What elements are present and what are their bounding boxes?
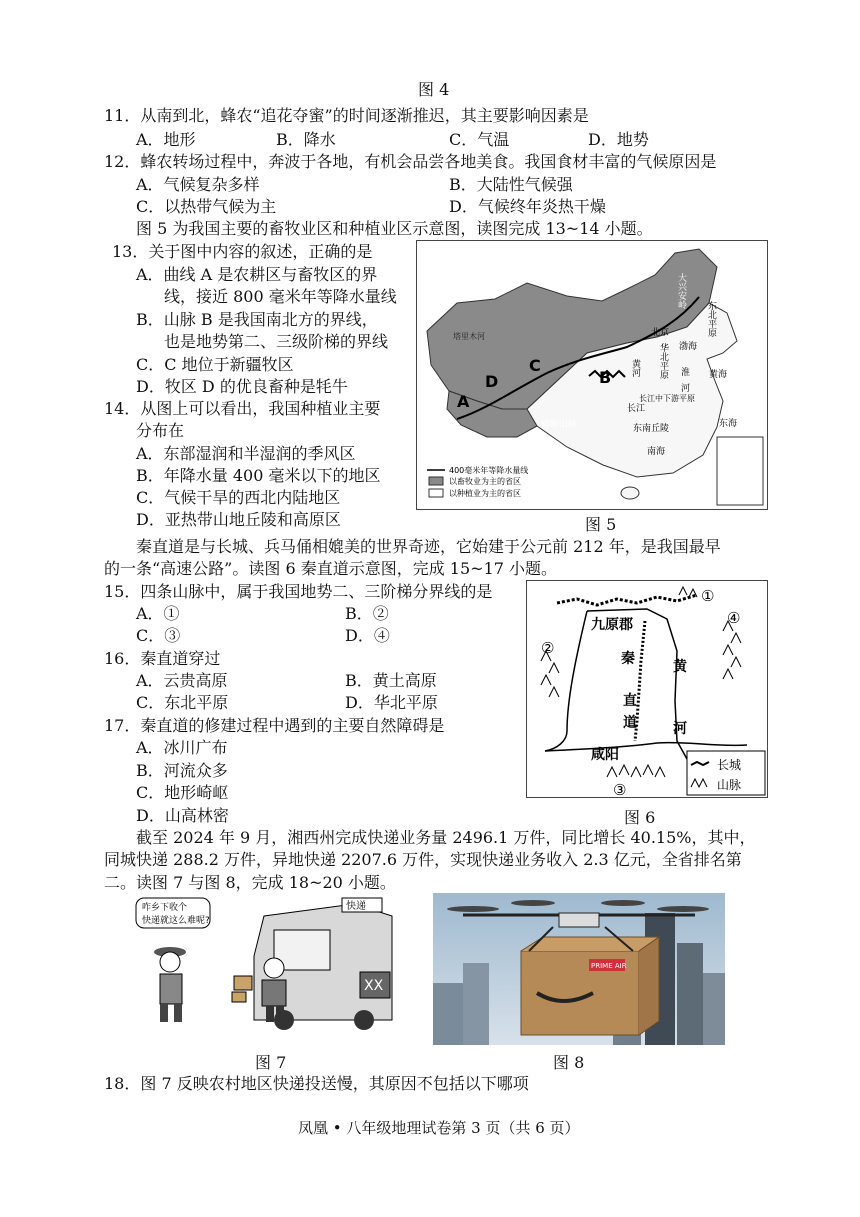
question-14-stem-cont: 分布在 bbox=[136, 421, 185, 440]
map-label-changjiang-plain: 长江中下游平原 bbox=[639, 394, 695, 403]
q12-option-b: B．大陆性气候强 bbox=[449, 175, 573, 194]
q17-option-c: C．地形崎岖 bbox=[136, 783, 229, 802]
fig6-label-4: ④ bbox=[727, 609, 741, 627]
truck-label: 快递 bbox=[346, 901, 366, 912]
map-label-donghai: 东海 bbox=[719, 419, 738, 429]
fig7-caption: 图 7 bbox=[255, 1053, 287, 1072]
intro-13-14: 图 5 为我国主要的畜牧业区和种植业区示意图，读图完成 13~14 小题。 bbox=[136, 219, 653, 238]
map-label-huanghai: 黄海 bbox=[709, 370, 728, 380]
map-label-daxinganling: 大兴安岭 bbox=[676, 273, 686, 309]
q11-option-d: D．地势 bbox=[588, 130, 649, 149]
q13-option-c: C．C 地位于新疆牧区 bbox=[136, 355, 294, 374]
fig6-caption: 图 6 bbox=[624, 808, 656, 827]
legend-precip-line: 400毫米年等降水量线 bbox=[449, 466, 529, 475]
qin-road-svg bbox=[527, 581, 767, 797]
question-13-stem: 13．关于图中内容的叙述，正确的是 bbox=[112, 242, 373, 261]
map-label-huanghe: 黄河 bbox=[630, 359, 640, 377]
figure-8-drone-photo bbox=[433, 893, 725, 1045]
intro-15-17-line1: 秦直道是与长城、兵马俑相媲美的世界奇迹，它始建于公元前 212 年，是我国最早 bbox=[136, 537, 721, 556]
question-18-stem: 18．图 7 反映农村地区快递投送慢，其原因不包括以下哪项 bbox=[104, 1074, 529, 1093]
cartoon-svg bbox=[134, 896, 394, 1030]
q15-option-b: B．② bbox=[345, 604, 389, 623]
fig6-label-qin: 秦 bbox=[621, 651, 635, 667]
q12-option-d: D．气候终年炎热干燥 bbox=[449, 197, 606, 216]
intro-18-20-line3: 二。读图 7 与图 8，完成 18~20 小题。 bbox=[104, 873, 396, 892]
question-16-stem: 16．秦直道穿过 bbox=[104, 649, 221, 668]
bubble-line1: 咋乡下收个 bbox=[142, 903, 188, 913]
map-label-hengduan: 横断山脉 bbox=[541, 420, 578, 430]
fig6-label-xianyang: 咸阳 bbox=[591, 747, 619, 763]
box-tag: PRIME AIR bbox=[591, 962, 627, 970]
q16-option-a: A．云贵高原 bbox=[136, 671, 228, 690]
q11-option-a: A．地形 bbox=[136, 130, 196, 149]
fig6-label-2: ② bbox=[541, 639, 555, 657]
map-label-changjiang: 长江 bbox=[627, 404, 646, 414]
fig6-label-dao: 道 bbox=[623, 715, 637, 731]
q14-option-d: D．亚热带山地丘陵和高原区 bbox=[136, 510, 341, 529]
q15-option-d: D．④ bbox=[345, 626, 390, 645]
fig6-label-huang: 黄 bbox=[673, 659, 687, 675]
intro-18-20-line1: 截至 2024 年 9 月，湘西州完成快递业务量 2496.1 万件，同比增长 40.15%，其中， bbox=[136, 828, 756, 847]
q13-option-d: D．牧区 D 的优良畜种是牦牛 bbox=[136, 377, 348, 396]
fig6-legend-wall: 长城 bbox=[717, 758, 742, 772]
question-12-stem: 12．蜂农转场过程中，奔波于各地，有机会品尝各地美食。我国食材丰富的气候原因是 bbox=[104, 152, 717, 171]
intro-18-20-line2: 同城快递 288.2 万件，异地快递 2207.6 万件，实现快递业务收入 2.3 亿元，全省排名第 bbox=[104, 850, 742, 869]
q13-option-b: B．山脉 B 是我国南北方的界线， bbox=[136, 310, 378, 329]
china-map-svg bbox=[417, 241, 767, 509]
q14-option-a: A．东部湿润和半湿润的季风区 bbox=[136, 444, 356, 463]
q12-option-a: A．气候复杂多样 bbox=[136, 175, 260, 194]
q13-option-a: A．曲线 A 是农耕区与畜牧区的界 bbox=[136, 265, 378, 284]
fig6-label-1: ① bbox=[701, 587, 715, 605]
q17-option-a: A．冰川广布 bbox=[136, 738, 228, 757]
question-14-stem: 14．从图上可以看出，我国种植业主要 bbox=[104, 399, 381, 418]
q14-option-c: C．气候干旱的西北内陆地区 bbox=[136, 488, 341, 507]
q15-option-c: C．③ bbox=[136, 626, 181, 645]
q16-option-b: B．黄土高原 bbox=[345, 671, 437, 690]
q16-option-c: C．东北平原 bbox=[136, 693, 229, 712]
fig6-label-jiuyuan: 九原郡 bbox=[591, 617, 633, 633]
map-label-bohai: 渤海 bbox=[679, 342, 698, 352]
question-11-stem: 11．从南到北，蜂农“追花夺蜜”的时间逐渐推迟，其主要影响因素是 bbox=[104, 106, 589, 125]
map-label-d: D bbox=[485, 372, 499, 391]
q11-option-b: B．降水 bbox=[276, 130, 336, 149]
fig5-caption: 图 5 bbox=[585, 515, 617, 534]
map-label-dongnan: 东南丘陵 bbox=[633, 424, 670, 434]
map-label-c: C bbox=[529, 356, 541, 375]
q16-option-d: D．华北平原 bbox=[345, 693, 438, 712]
q15-option-a: A．① bbox=[136, 604, 180, 623]
map-label-huai: 淮 bbox=[681, 368, 691, 378]
intro-15-17-line2: 的一条“高速公路”。读图 6 秦直道示意图，完成 15~17 小题。 bbox=[104, 559, 558, 578]
map-label-he: 河 bbox=[681, 384, 691, 394]
q11-option-c: C．气温 bbox=[449, 130, 510, 149]
legend-farming: 以种植业为主的省区 bbox=[449, 489, 521, 498]
map-label-nanhai: 南海 bbox=[647, 447, 666, 457]
q17-option-b: B．河流众多 bbox=[136, 761, 228, 780]
q17-option-d: D．山高林密 bbox=[136, 806, 229, 825]
bubble-line2: 快递就这么难呢? bbox=[142, 916, 210, 926]
map-label-a: A bbox=[457, 392, 470, 411]
map-label-dongbei: 东北平原 bbox=[706, 301, 716, 337]
question-17-stem: 17．秦直道的修建过程中遇到的主要自然障碍是 bbox=[104, 716, 445, 735]
q13-option-a-cont: 线，接近 800 毫米年等降水量线 bbox=[164, 287, 397, 306]
map-label-beijing: 北京 bbox=[651, 328, 670, 338]
van-xx-text: XX bbox=[364, 978, 384, 994]
legend-grazing: 以畜牧业为主的省区 bbox=[449, 477, 521, 486]
question-15-stem: 15．四条山脉中，属于我国地势二、三阶梯分界线的是 bbox=[104, 582, 493, 601]
drone-svg bbox=[433, 893, 725, 1045]
map-label-tarim: 塔里木河 bbox=[453, 332, 485, 341]
page-footer: 凤凰 • 八年级地理试卷第 3 页（共 6 页） bbox=[298, 1119, 580, 1137]
map-label-huabei: 华北平原 bbox=[658, 343, 668, 379]
map-label-b: B bbox=[599, 368, 612, 387]
fig6-label-zhi: 直 bbox=[623, 693, 637, 709]
fig6-legend-mountain: 山脉 bbox=[717, 778, 742, 792]
fig4-caption: 图 4 bbox=[418, 80, 450, 99]
fig6-label-3: ③ bbox=[613, 781, 627, 797]
figure-7-cartoon bbox=[134, 896, 394, 1030]
q14-option-b: B．年降水量 400 毫米以下的地区 bbox=[136, 466, 381, 485]
q12-option-c: C．以热带气候为主 bbox=[136, 197, 277, 216]
figure-6-qin-road bbox=[526, 580, 768, 798]
fig6-label-he: 河 bbox=[673, 721, 687, 737]
figure-5-china-map bbox=[416, 240, 768, 510]
fig8-caption: 图 8 bbox=[553, 1053, 585, 1072]
q13-option-b-cont: 也是地势第二、三级阶梯的界线 bbox=[164, 332, 389, 351]
